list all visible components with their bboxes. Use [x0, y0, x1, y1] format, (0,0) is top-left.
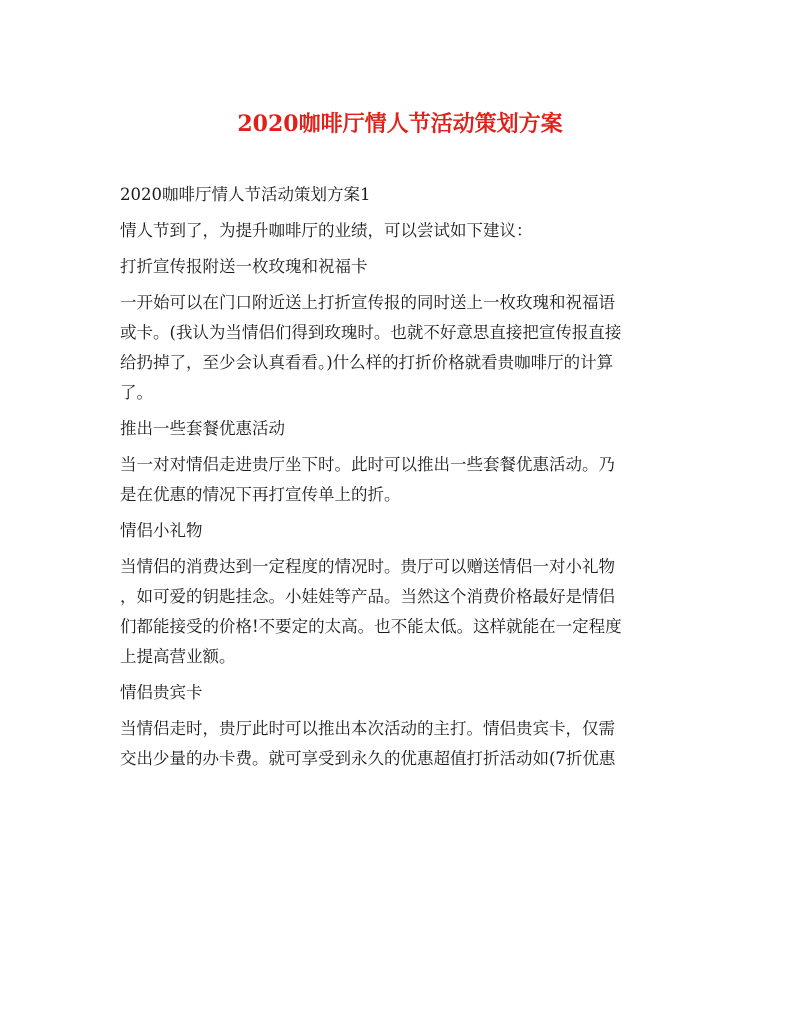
paragraph — [120, 714, 680, 774]
section-heading — [120, 678, 680, 708]
text-line: 推出一些套餐优惠活动 — [120, 419, 285, 438]
text-line: 们都能接受的价格!不要定的太高。也不能太低。这样就能在一定程度 — [120, 617, 622, 636]
paragraph — [120, 450, 680, 510]
document-title: 2020咖啡厅情人节活动策划方案 — [237, 111, 563, 137]
text-line: 2020咖啡厅情人节活动策划方案1 — [120, 185, 371, 204]
section-heading — [120, 252, 680, 282]
text-line: 或卡。(我认为当情侣们得到玫瑰时。也就不好意思直接把宣传报直接 — [120, 323, 622, 342]
paragraph — [120, 180, 680, 210]
text-line: 上提高营业额。 — [120, 647, 236, 666]
text-line: 情侣贵宾卡 — [120, 683, 203, 702]
text-line: 当情侣走时，贵厅此时可以推出本次活动的主打。情侣贵宾卡，仅需 — [120, 719, 615, 738]
text-line: 了。 — [120, 383, 153, 402]
text-line: 当一对对情侣走进贵厅坐下时。此时可以推出一些套餐优惠活动。乃 — [120, 455, 615, 474]
document-body — [120, 180, 680, 774]
text-line: 是在优惠的情况下再打宣传单上的折。 — [120, 485, 401, 504]
text-line: 交出少量的办卡费。就可享受到永久的优惠超值打折活动如(7折优惠 — [120, 749, 616, 768]
text-line: 一开始可以在门口附近送上打折宣传报的同时送上一枚玫瑰和祝福语 — [120, 293, 615, 312]
text-line: 给扔掉了，至少会认真看看。)什么样的打折价格就看贵咖啡厅的计算 — [120, 353, 614, 372]
paragraph — [120, 288, 680, 408]
paragraph — [120, 552, 680, 672]
text-line: 打折宣传报附送一枚玫瑰和祝福卡 — [120, 257, 368, 276]
section-heading — [120, 516, 680, 546]
section-heading — [120, 414, 680, 444]
text-line: 当情侣的消费达到一定程度的情况时。贵厅可以赠送情侣一对小礼物 — [120, 557, 615, 576]
text-line: 情人节到了，为提升咖啡厅的业绩，可以尝试如下建议： — [120, 221, 533, 240]
paragraph — [120, 216, 680, 246]
text-line: ，如可爱的钥匙挂念。小娃娃等产品。当然这个消费价格最好是情侣 — [120, 587, 615, 606]
text-line: 情侣小礼物 — [120, 521, 203, 540]
